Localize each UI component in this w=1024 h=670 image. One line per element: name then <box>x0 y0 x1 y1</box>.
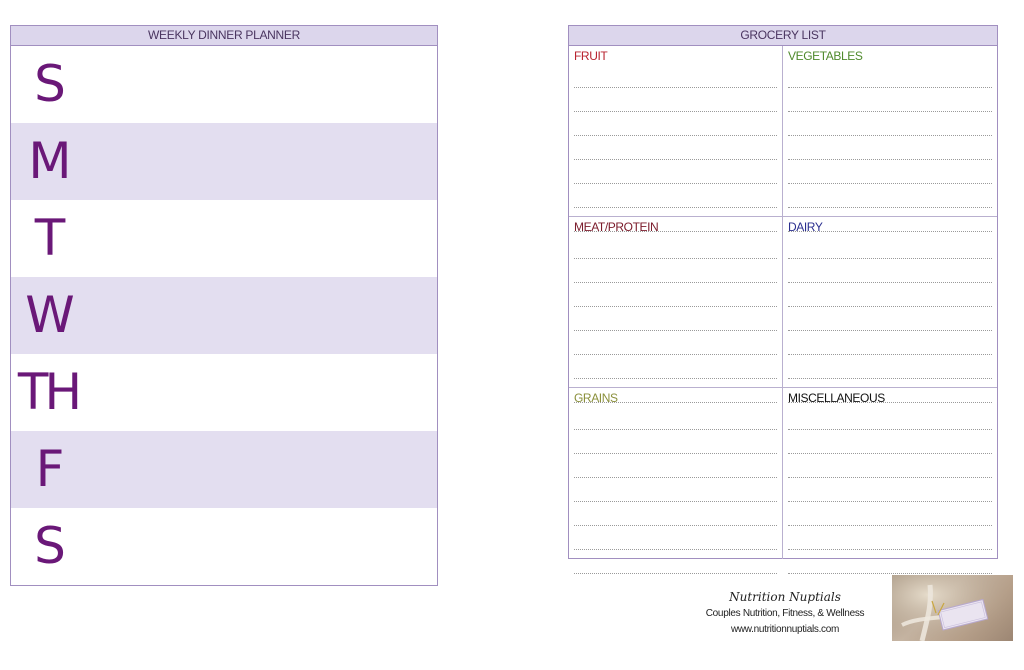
entry-line[interactable] <box>788 430 992 454</box>
category-title: VEGETABLES <box>788 49 863 63</box>
entry-line[interactable] <box>788 502 992 526</box>
entry-line[interactable] <box>574 355 777 379</box>
day-letter: W <box>25 286 71 344</box>
category-title: MEAT/PROTEIN <box>574 220 659 234</box>
day-letter: S <box>34 517 62 575</box>
entry-line[interactable] <box>574 550 777 574</box>
category-vegetables <box>783 46 997 217</box>
category-fruit <box>569 46 783 217</box>
entry-line[interactable] <box>574 478 777 502</box>
entry-line[interactable] <box>788 160 992 184</box>
entry-line[interactable] <box>574 160 777 184</box>
brand-photo <box>892 575 1013 641</box>
entry-line[interactable] <box>788 478 992 502</box>
day-row-tuesday[interactable] <box>11 200 437 277</box>
entry-line[interactable] <box>788 283 992 307</box>
day-letter: T <box>34 209 62 267</box>
category-miscellaneous <box>783 388 997 559</box>
entry-line[interactable] <box>574 136 777 160</box>
grocery-title: GROCERY LIST <box>569 26 997 46</box>
entry-line[interactable] <box>788 112 992 136</box>
day-row-sunday[interactable] <box>11 46 437 123</box>
category-title: FRUIT <box>574 49 608 63</box>
category-title: GRAINS <box>574 391 618 405</box>
entry-line[interactable] <box>574 526 777 550</box>
day-letter: F <box>35 440 61 498</box>
entry-line[interactable] <box>574 259 777 283</box>
entry-line[interactable] <box>788 454 992 478</box>
day-letter: M <box>28 132 68 190</box>
category-dairy <box>783 217 997 388</box>
entry-line[interactable] <box>574 184 777 208</box>
entry-line[interactable] <box>574 112 777 136</box>
day-letter: S <box>34 55 62 113</box>
planner-title: WEEKLY DINNER PLANNER <box>11 26 437 46</box>
day-letter: TH <box>17 363 79 421</box>
brand-block <box>690 588 880 638</box>
entry-line[interactable] <box>788 526 992 550</box>
entry-line[interactable] <box>574 502 777 526</box>
entry-line[interactable] <box>788 550 992 574</box>
day-row-wednesday[interactable] <box>11 277 437 354</box>
category-title: DAIRY <box>788 220 823 234</box>
category-meat-protein <box>569 217 783 388</box>
day-row-thursday[interactable] <box>11 354 437 431</box>
entry-line[interactable] <box>788 136 992 160</box>
entry-line[interactable] <box>574 88 777 112</box>
entry-line[interactable] <box>788 88 992 112</box>
entry-line[interactable] <box>788 355 992 379</box>
entry-line[interactable] <box>788 184 992 208</box>
day-row-monday[interactable] <box>11 123 437 200</box>
brand-tagline: Couples Nutrition, Fitness, & Wellness <box>705 608 865 619</box>
day-row-friday[interactable] <box>11 431 437 508</box>
weekly-dinner-planner <box>10 25 438 586</box>
brand-url[interactable]: www.nutritionnuptials.com <box>730 624 840 635</box>
entry-line[interactable] <box>788 331 992 355</box>
entry-line[interactable] <box>788 307 992 331</box>
category-grains <box>569 388 783 559</box>
entry-line[interactable] <box>574 283 777 307</box>
entry-line[interactable] <box>574 331 777 355</box>
gift-tag-photo <box>892 575 1013 641</box>
entry-line[interactable] <box>574 307 777 331</box>
entry-line[interactable] <box>788 259 992 283</box>
entry-line[interactable] <box>574 454 777 478</box>
day-row-saturday[interactable] <box>11 508 437 585</box>
brand-name: Nutrition Nuptials <box>729 590 841 604</box>
grocery-list <box>568 25 998 559</box>
entry-line[interactable] <box>574 430 777 454</box>
category-title: MISCELLANEOUS <box>788 391 885 405</box>
